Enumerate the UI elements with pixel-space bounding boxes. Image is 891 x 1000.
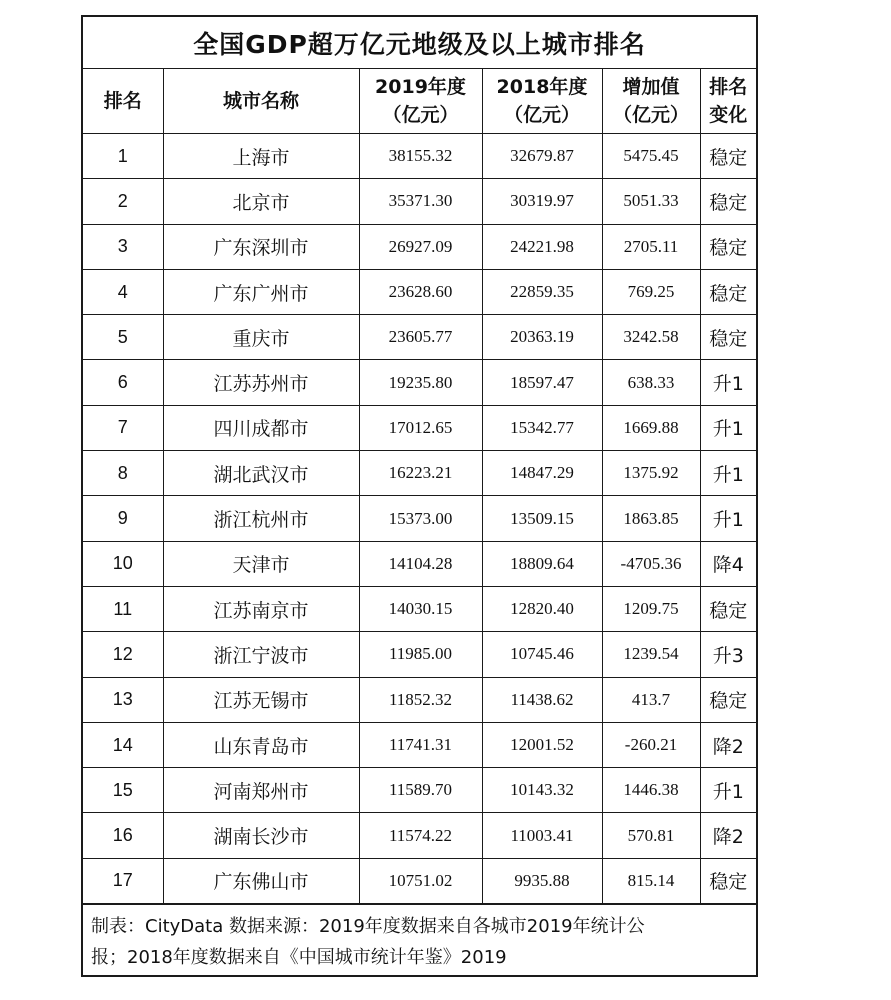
footer-line-1: 制表：CityData 数据来源：2019年度数据来自各城市2019年统计公	[91, 916, 645, 938]
increase-cell: 1239.54	[602, 632, 700, 677]
gdp-2019-cell: 11985.00	[359, 632, 482, 677]
rank-cell: 13	[83, 677, 163, 722]
table-row	[83, 134, 756, 179]
city-name-cell: 山东青岛市	[163, 722, 359, 767]
gdp-2018-cell: 12820.40	[482, 586, 602, 631]
increase-cell: -4705.36	[602, 541, 700, 586]
increase-cell: 815.14	[602, 858, 700, 903]
rank-change-cell: 升3	[700, 632, 756, 677]
increase-cell: 5475.45	[602, 134, 700, 179]
gdp-2019-cell: 11852.32	[359, 677, 482, 722]
table-row	[83, 405, 756, 450]
gdp-2018-cell: 10143.32	[482, 768, 602, 813]
rank-change-cell: 升1	[700, 496, 756, 541]
increase-cell: 1375.92	[602, 451, 700, 496]
header-rank: 排名	[83, 69, 163, 134]
header-increase: 增加值 （亿元）	[602, 69, 700, 134]
table-header-row	[83, 69, 756, 134]
table-row	[83, 179, 756, 224]
rank-change-cell: 稳定	[700, 179, 756, 224]
rank-change-cell: 升1	[700, 405, 756, 450]
gdp-2018-cell: 12001.52	[482, 722, 602, 767]
city-name-cell: 重庆市	[163, 315, 359, 360]
rank-cell: 4	[83, 269, 163, 314]
gdp-2019-cell: 23628.60	[359, 269, 482, 314]
table-row	[83, 632, 756, 677]
city-name-cell: 江苏南京市	[163, 586, 359, 631]
rank-cell: 9	[83, 496, 163, 541]
gdp-2019-cell: 19235.80	[359, 360, 482, 405]
gdp-2018-cell: 18809.64	[482, 541, 602, 586]
gdp-2018-cell: 11438.62	[482, 677, 602, 722]
increase-cell: 1446.38	[602, 768, 700, 813]
header-gdp-2019: 2019年度 （亿元）	[359, 69, 482, 134]
rank-cell: 3	[83, 224, 163, 269]
table-title: 全国GDP超万亿元地级及以上城市排名	[83, 17, 756, 69]
increase-cell: -260.21	[602, 722, 700, 767]
gdp-2019-cell: 35371.30	[359, 179, 482, 224]
rank-change-cell: 稳定	[700, 315, 756, 360]
gdp-2019-cell: 14030.15	[359, 586, 482, 631]
gdp-2019-cell: 23605.77	[359, 315, 482, 360]
gdp-2019-cell: 11574.22	[359, 813, 482, 858]
table-row	[83, 768, 756, 813]
city-name-cell: 四川成都市	[163, 405, 359, 450]
rank-cell: 12	[83, 632, 163, 677]
rank-cell: 10	[83, 541, 163, 586]
rank-change-cell: 稳定	[700, 677, 756, 722]
rank-change-cell: 降2	[700, 722, 756, 767]
table-row	[83, 269, 756, 314]
gdp-2019-cell: 16223.21	[359, 451, 482, 496]
gdp-2018-cell: 15342.77	[482, 405, 602, 450]
rank-change-cell: 稳定	[700, 134, 756, 179]
gdp-2019-cell: 38155.32	[359, 134, 482, 179]
city-name-cell: 江苏苏州市	[163, 360, 359, 405]
city-name-cell: 湖北武汉市	[163, 451, 359, 496]
rank-cell: 15	[83, 768, 163, 813]
city-name-cell: 浙江宁波市	[163, 632, 359, 677]
gdp-2018-cell: 11003.41	[482, 813, 602, 858]
increase-cell: 1209.75	[602, 586, 700, 631]
rank-change-cell: 降4	[700, 541, 756, 586]
rank-cell: 11	[83, 586, 163, 631]
table-row	[83, 360, 756, 405]
city-name-cell: 浙江杭州市	[163, 496, 359, 541]
city-name-cell: 上海市	[163, 134, 359, 179]
gdp-2018-cell: 22859.35	[482, 269, 602, 314]
rank-change-cell: 稳定	[700, 269, 756, 314]
table-row	[83, 677, 756, 722]
increase-cell: 413.7	[602, 677, 700, 722]
table-row	[83, 315, 756, 360]
increase-cell: 3242.58	[602, 315, 700, 360]
city-name-cell: 广东广州市	[163, 269, 359, 314]
rank-cell: 1	[83, 134, 163, 179]
table-row	[83, 496, 756, 541]
increase-cell: 769.25	[602, 269, 700, 314]
city-name-cell: 北京市	[163, 179, 359, 224]
city-name-cell: 广东深圳市	[163, 224, 359, 269]
increase-cell: 1669.88	[602, 405, 700, 450]
rank-cell: 5	[83, 315, 163, 360]
increase-cell: 5051.33	[602, 179, 700, 224]
table-row	[83, 224, 756, 269]
gdp-2018-cell: 24221.98	[482, 224, 602, 269]
gdp-2019-cell: 11589.70	[359, 768, 482, 813]
rank-cell: 17	[83, 858, 163, 903]
header-rank-change: 排名 变化	[700, 69, 756, 134]
rank-cell: 7	[83, 405, 163, 450]
city-name-cell: 河南郑州市	[163, 768, 359, 813]
gdp-2018-cell: 10745.46	[482, 632, 602, 677]
rank-change-cell: 升1	[700, 768, 756, 813]
gdp-ranking-table-frame	[81, 15, 758, 977]
rank-cell: 14	[83, 722, 163, 767]
increase-cell: 2705.11	[602, 224, 700, 269]
gdp-2018-cell: 9935.88	[482, 858, 602, 903]
rank-change-cell: 升1	[700, 451, 756, 496]
city-name-cell: 江苏无锡市	[163, 677, 359, 722]
gdp-2019-cell: 15373.00	[359, 496, 482, 541]
rank-change-cell: 稳定	[700, 586, 756, 631]
rank-cell: 16	[83, 813, 163, 858]
gdp-2019-cell: 14104.28	[359, 541, 482, 586]
table-row	[83, 451, 756, 496]
rank-change-cell: 降2	[700, 813, 756, 858]
table-row	[83, 813, 756, 858]
gdp-2018-cell: 30319.97	[482, 179, 602, 224]
gdp-2019-cell: 17012.65	[359, 405, 482, 450]
increase-cell: 570.81	[602, 813, 700, 858]
gdp-2018-cell: 13509.15	[482, 496, 602, 541]
rank-change-cell: 稳定	[700, 224, 756, 269]
table-row	[83, 586, 756, 631]
table-footer-note	[83, 904, 756, 973]
gdp-2019-cell: 11741.31	[359, 722, 482, 767]
gdp-2019-cell: 26927.09	[359, 224, 482, 269]
table-row	[83, 541, 756, 586]
header-city: 城市名称	[163, 69, 359, 134]
gdp-2019-cell: 10751.02	[359, 858, 482, 903]
city-name-cell: 湖南长沙市	[163, 813, 359, 858]
rank-change-cell: 稳定	[700, 858, 756, 903]
gdp-ranking-table	[83, 69, 756, 904]
gdp-2018-cell: 32679.87	[482, 134, 602, 179]
city-name-cell: 天津市	[163, 541, 359, 586]
table-row	[83, 858, 756, 903]
gdp-2018-cell: 18597.47	[482, 360, 602, 405]
increase-cell: 1863.85	[602, 496, 700, 541]
table-row	[83, 722, 756, 767]
rank-change-cell: 升1	[700, 360, 756, 405]
gdp-2018-cell: 20363.19	[482, 315, 602, 360]
footer-line-2: 报；2018年度数据来自《中国城市统计年鉴》2019	[91, 947, 507, 969]
rank-cell: 8	[83, 451, 163, 496]
gdp-2018-cell: 14847.29	[482, 451, 602, 496]
rank-cell: 2	[83, 179, 163, 224]
rank-cell: 6	[83, 360, 163, 405]
header-gdp-2018: 2018年度 （亿元）	[482, 69, 602, 134]
increase-cell: 638.33	[602, 360, 700, 405]
table-body	[83, 134, 756, 904]
city-name-cell: 广东佛山市	[163, 858, 359, 903]
